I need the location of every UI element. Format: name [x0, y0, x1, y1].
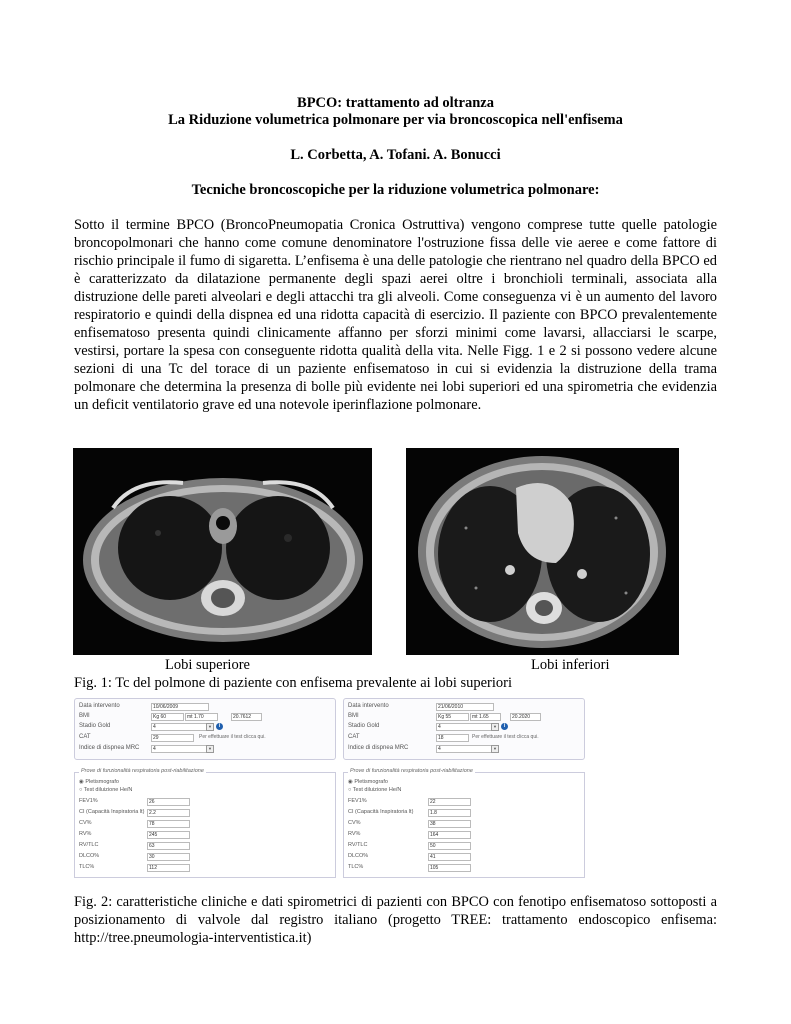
- cat-test-link[interactable]: Per effettuare il test clicca qui.: [472, 734, 539, 740]
- label-fev: FEV1%: [79, 798, 98, 804]
- label-data: Data intervento: [348, 703, 389, 709]
- chevron-down-icon[interactable]: ▼: [491, 723, 499, 731]
- tlc-field[interactable]: 105: [428, 864, 471, 872]
- info-icon[interactable]: i: [216, 723, 223, 730]
- bmi-value-field[interactable]: 20.2020: [510, 713, 541, 721]
- body-paragraph: Sotto il termine BPCO (BroncoPneumopatia Cronica Ostruttiva) vengono comprese tutte quelle patologie broncopolmonari che hanno come comune denominatore l'ostruzione fissa delle vie aeree e come fattore di rischio principale il fumo di sigaretta. L’enfisema è una delle patologie che rientrano nel quadro della BPCO ed è caratterizzato da dilatazione permanente degli spazi aerei oltre i bronchioli terminali, associata alla distruzione delle pareti alveolari e degli attacchi tra gli alveoli. Come conseguenza vi è un aumento del lavoro respiratorio e quindi della dispnea ed una ridotta capacità di esercizio. Il paziente con BPCO prevalentemente enfisematoso presenta quindi clinicamente affanno per sforzi minimi come lavarsi, allacciarsi le scarpe, vestirsi, portare la spesa con conseguente ridotta qualità della vita. Nelle Figg. 1 e 2 si possono vedere alcune sezioni di una Tc del torace di un paziente enfisematoso in cui si evidenzia la distruzione della trama polmonare che determina la presenza di bolle più evidente nei lobi superiori ed una spirometria che evidenzia un deficit ventilatorio grave ed una notevole iperinflazione polmonare.: [74, 217, 717, 413]
- radio-pletismografo[interactable]: ◉ Pletismografo: [348, 779, 388, 785]
- label-rv: RV%: [348, 831, 361, 837]
- label-fev: FEV1%: [348, 798, 367, 804]
- label-ci: CI (Capacità Inspiratoria lt): [79, 809, 145, 815]
- fig1-caption: Fig. 1: Tc del polmone di paziente con enfisema prevalente ai lobi superiori: [74, 675, 513, 691]
- ci-field[interactable]: 2.2: [147, 809, 190, 817]
- label-cat: CAT: [79, 734, 91, 740]
- rv-field[interactable]: 164: [428, 831, 471, 839]
- label-stadio: Stadio Gold: [79, 723, 111, 729]
- spirometry-box-2: [343, 768, 585, 878]
- image-label-lower: Lobi inferiori: [531, 657, 610, 673]
- label-dlco: DLCO%: [348, 853, 369, 859]
- image-label-upper: Lobi superiore: [165, 657, 250, 673]
- dlco-field[interactable]: 30: [147, 853, 190, 861]
- clinical-box-1: [74, 698, 336, 760]
- weight-field[interactable]: Kg 55: [436, 713, 469, 721]
- spirometry-box-1: [74, 768, 336, 878]
- authors: L. Corbetta, A. Tofani. A. Bonucci: [290, 147, 501, 163]
- radio-test-diluizione[interactable]: ○ Test diluizione He/N: [348, 787, 402, 793]
- cv-field[interactable]: 78: [147, 820, 190, 828]
- data-intervento-field[interactable]: 21/06/2010: [436, 703, 494, 711]
- radio-test-diluizione[interactable]: ○ Test diluizione He/N: [79, 787, 133, 793]
- mrc-select[interactable]: 4: [151, 745, 209, 753]
- stadio-gold-select[interactable]: 4: [436, 723, 494, 731]
- height-field[interactable]: mt 1.65: [470, 713, 501, 721]
- label-cat: CAT: [348, 734, 360, 740]
- patient-panel-1: [74, 698, 336, 878]
- cat-field[interactable]: 29: [151, 734, 194, 742]
- chevron-down-icon[interactable]: ▼: [491, 745, 499, 753]
- label-bmi: BMI: [348, 713, 359, 719]
- height-field[interactable]: mt 1.70: [185, 713, 218, 721]
- rvtlc-field[interactable]: 50: [428, 842, 471, 850]
- label-mrc: Indice di dispnea MRC: [348, 745, 409, 751]
- clinical-box-2: [343, 698, 585, 760]
- rv-field[interactable]: 245: [147, 831, 190, 839]
- radio-pletismografo[interactable]: ◉ Pletismografo: [79, 779, 119, 785]
- ct-scan-lower-lobes: [406, 448, 679, 655]
- data-intervento-field[interactable]: 10/06/2009: [151, 703, 209, 711]
- chevron-down-icon[interactable]: ▼: [206, 745, 214, 753]
- spirometry-legend: Prove di funzionalità respiratoria post-riabilitazione: [350, 768, 473, 774]
- ct-scan-upper-lobes: [73, 448, 372, 655]
- ci-field[interactable]: 1.8: [428, 809, 471, 817]
- stadio-gold-select[interactable]: 4: [151, 723, 209, 731]
- label-stadio: Stadio Gold: [348, 723, 380, 729]
- weight-field[interactable]: Kg 60: [151, 713, 184, 721]
- label-cv: CV%: [79, 820, 92, 826]
- cat-field[interactable]: 18: [436, 734, 469, 742]
- label-bmi: BMI: [79, 713, 90, 719]
- label-data: Data intervento: [79, 703, 120, 709]
- section-title: Tecniche broncoscopiche per la riduzione volumetrica polmonare:: [191, 182, 600, 198]
- cv-field[interactable]: 38: [428, 820, 471, 828]
- fev-field[interactable]: 22: [428, 798, 471, 806]
- label-mrc: Indice di dispnea MRC: [79, 745, 140, 751]
- fev-field[interactable]: 26: [147, 798, 190, 806]
- label-tlc: TLC%: [79, 864, 95, 870]
- tlc-field[interactable]: 112: [147, 864, 190, 872]
- label-rv: RV%: [79, 831, 92, 837]
- label-rvtlc: RV/TLC: [79, 842, 99, 848]
- chevron-down-icon[interactable]: ▼: [206, 723, 214, 731]
- cat-test-link[interactable]: Per effettuare il test clicca qui.: [199, 734, 266, 740]
- title-line-2: La Riduzione volumetrica polmonare per via broncoscopica nell'enfisema: [168, 112, 623, 128]
- mrc-select[interactable]: 4: [436, 745, 494, 753]
- dlco-field[interactable]: 41: [428, 853, 471, 861]
- title-line-1: BPCO: trattamento ad oltranza: [297, 95, 494, 111]
- label-tlc: TLC%: [348, 864, 364, 870]
- label-ci: CI (Capacità Inspiratoria lt): [348, 809, 414, 815]
- fig2-caption: Fig. 2: caratteristiche cliniche e dati spirometrici di pazienti con BPCO con fenotipo enfisematoso sottoposti a posizionamento di valvole dal registro italiano (progetto TREE: trattamento endoscopico enfisema: http://tree.pneumologia-interventistica.it): [74, 894, 717, 946]
- label-rvtlc: RV/TLC: [348, 842, 368, 848]
- info-icon[interactable]: i: [501, 723, 508, 730]
- patient-panel-2: [343, 698, 605, 878]
- label-dlco: DLCO%: [79, 853, 100, 859]
- bmi-value-field[interactable]: 20.7612: [231, 713, 262, 721]
- rvtlc-field[interactable]: 63: [147, 842, 190, 850]
- label-cv: CV%: [348, 820, 361, 826]
- spirometry-legend: Prove di funzionalità respiratoria post-riabilitazione: [81, 768, 204, 774]
